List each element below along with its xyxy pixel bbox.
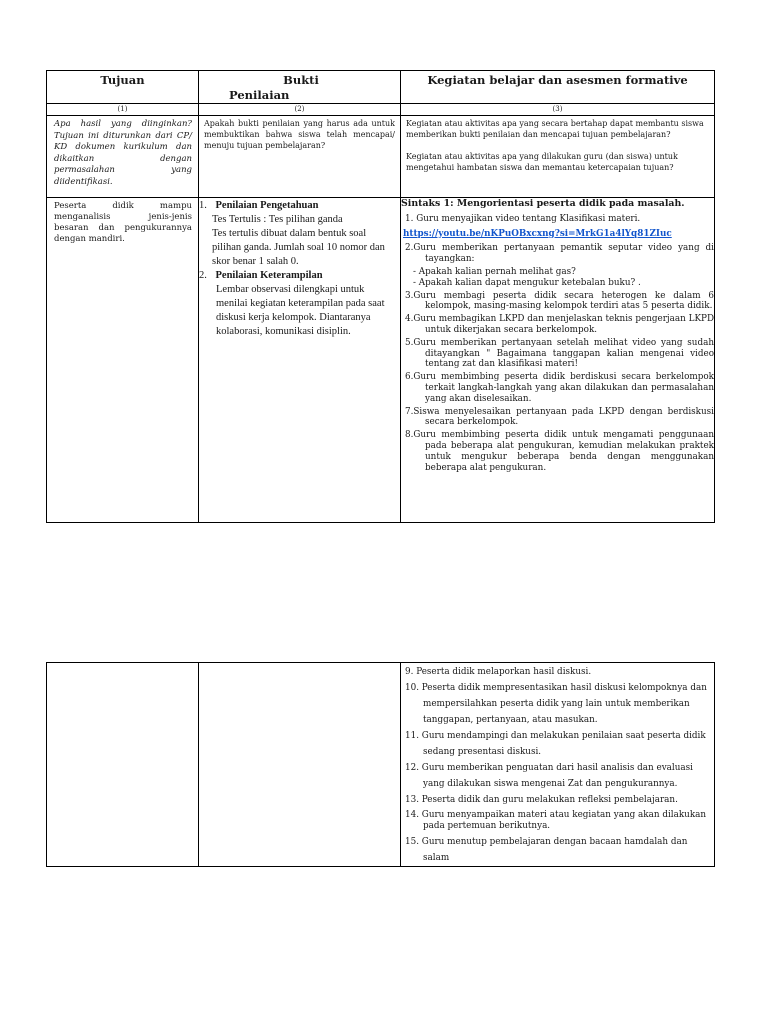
tujuan-cell-continued	[47, 663, 199, 867]
col-number-1: (1)	[47, 104, 199, 116]
header-bukti	[199, 71, 401, 104]
kegiatan-item-2a: - Apakah kalian pernah melihat gas?	[413, 266, 576, 277]
kegiatan-item-13: 13. Peserta didik dan guru melakukan refleksi pembelajaran.	[405, 795, 678, 805]
kegiatan-item-12: 12. Guru memberikan penguatan dari hasil analisis dan evaluasi yang dilakukan siswa mengenai Zat dan pengukurannya.	[405, 763, 693, 789]
sintaks-heading: Sintaks 1: Mengorientasi peserta didik pada masalah.	[401, 198, 685, 209]
tujuan-content: Peserta didik mampu menganalisis jenis-jenis besaran dan pengukurannya dengan mandiri.	[47, 198, 199, 523]
header-kegiatan: Kegiatan belajar dan asesmen formative	[401, 71, 715, 104]
kegiatan-content	[401, 198, 715, 523]
kegiatan-description-2: Kegiatan atau aktivitas apa yang dilakukan guru (dan siswa) untuk mengetahui hambatan siswa dan memantau ketercapaian tujuan?	[406, 152, 678, 172]
kegiatan-item-3: 3.Guru membagi peserta didik secara heterogen ke dalam 6 kelompok, masing-masing kelompok terdiri atas 5 peserta didik.	[405, 290, 714, 312]
kegiatan-item-4: 4.Guru membagikan LKPD dan menjelaskan teknis pengerjaan LKPD untuk dikerjakan secara berkelompok.	[405, 314, 714, 335]
kegiatan-content-continued	[401, 663, 715, 867]
bukti-cell-continued	[199, 663, 401, 867]
col-number-3: (3)	[401, 104, 715, 116]
col-number-2: (2)	[199, 104, 401, 116]
kegiatan-item-15: 15. Guru menutup pembelajaran dengan bacaan hamdalah dan salam	[405, 837, 688, 863]
rpp-table-page-bottom	[46, 662, 715, 867]
kegiatan-item-2b: - Apakah kalian dapat mengukur ketebalan buku? .	[413, 277, 641, 288]
header-tujuan: Tujuan	[47, 71, 199, 104]
bukti-item-1-line-2: Tes tertulis dibuat dalam bentuk soal pilihan ganda. Jumlah soal 10 nomor dan skor benar 1 salah 0.	[212, 228, 385, 267]
kegiatan-description-1: Kegiatan atau aktivitas apa yang secara bertahap dapat membantu siswa memberikan bukti penilaian dan mencapai tujuan pembelajaran?	[406, 119, 704, 139]
bukti-item-2-number: 2.	[199, 270, 207, 281]
kegiatan-item-9: 9. Peserta didik melaporkan hasil diskusi.	[405, 667, 592, 677]
kegiatan-item-5: 5.Guru memberikan pertanyaan setelah melihat video yang sudah ditayangkan " Bagaimana tanggapan kalian mengenai video tentang zat dan klasifikasi materi!	[405, 337, 714, 370]
bukti-item-1-line-1: Tes Tertulis : Tes pilihan ganda	[212, 214, 343, 225]
bukti-item-1-heading: Penilaian Pengetahuan	[215, 200, 319, 211]
kegiatan-item-11: 11. Guru mendampingi dan melakukan penilaian saat peserta didik sedang presentasi diskusi.	[405, 731, 706, 757]
bukti-item-1-title	[199, 199, 396, 213]
bukti-item-1-number: 1.	[199, 200, 207, 211]
kegiatan-item-6: 6.Guru membimbing peserta didik berdiskusi secara berkelompok terkait langkah-langkah yang akan dilakukan dan permasalahan yang akan diselesaikan.	[405, 372, 714, 404]
bukti-item-2-heading: Penilaian Keterampilan	[215, 270, 323, 281]
bukti-item-2-title	[199, 269, 396, 283]
kegiatan-item-2: 2.Guru memberikan pertanyaan pemantik seputar video yang di tayangkan:	[405, 243, 714, 265]
rpp-table-page-top	[46, 70, 715, 523]
header-bukti-line2: Penilaian	[229, 88, 290, 102]
kegiatan-item-7: 7.Siswa menyelesaikan pertanyaan pada LKPD dengan berdiskusi secara berkelompok.	[405, 406, 714, 428]
kegiatan-item-8: 8.Guru membimbing peserta didik untuk mengamati penggunaan pada beberapa alat pengukuran, kemudian melakukan praktek untuk mengukur beberapa benda dengan menggunakan beberapa alat pengukuran.	[405, 430, 714, 473]
video-link[interactable]: https://youtu.be/nKPuOBxcxng?si=MrkG1a4lYq81ZIuc	[403, 228, 672, 239]
bukti-content	[199, 198, 401, 523]
kegiatan-item-14: 14. Guru menyampaikan materi atau kegiatan yang akan dilakukan pada pertemuan berikutnya.	[405, 810, 707, 831]
kegiatan-item-10: 10. Peserta didik mempresentasikan hasil diskusi kelompoknya dan mempersilahkan peserta didik yang lain untuk memberikan tanggapan, pertanyaan, atau masukan.	[405, 683, 707, 725]
kegiatan-item-1: 1. Guru menyajikan video tentang Klasifikasi materi.	[405, 213, 641, 224]
bukti-description: Apakah bukti penilaian yang harus ada untuk membuktikan bahwa siswa telah mencapai/ menuju tujuan pembelajaran?	[199, 116, 401, 198]
header-bukti-line1: Bukti	[283, 73, 319, 87]
tujuan-description: Apa hasil yang diinginkan? Tujuan ini diturunkan dari CP/ KD dokumen kurikulum dan dikaitkan dengan permasalahan yang diidentifikasi.	[47, 116, 199, 198]
bukti-item-2-text: Lembar observasi dilengkapi untuk menilai kegiatan keterampilan pada saat diskusi kerja kelompok. Diantaranya kolaborasi, komunikasi disiplin.	[216, 284, 385, 337]
kegiatan-description	[401, 116, 715, 198]
